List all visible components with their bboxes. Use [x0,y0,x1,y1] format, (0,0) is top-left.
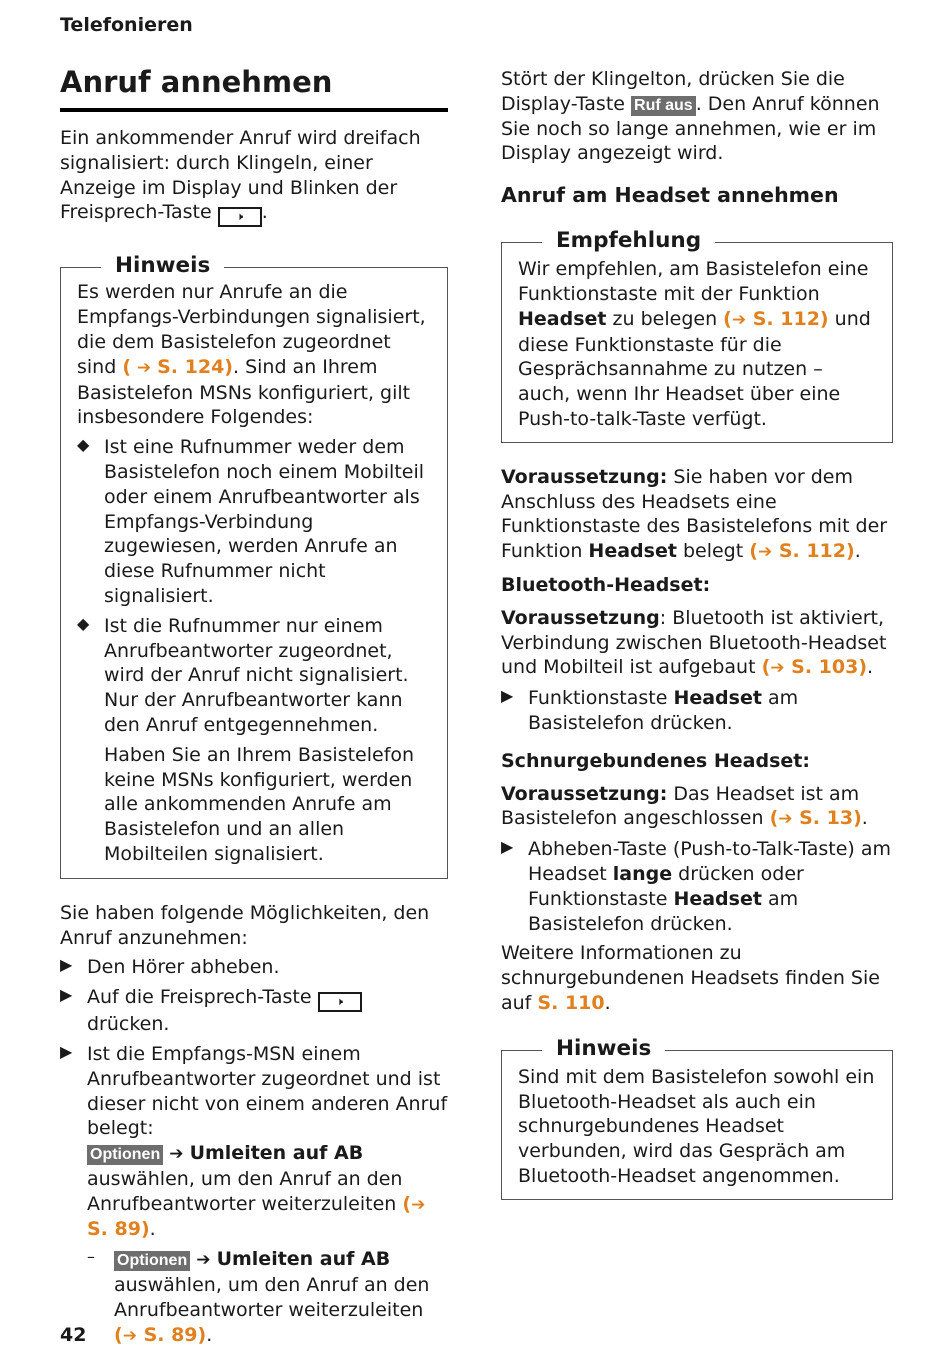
speaker-icon: 🕨 [218,207,262,227]
prerequisite-1: Voraussetzung: Sie haben vor dem Anschluss des Headsets eine Funktionstaste des Basistelefons mit der Funktion Headset belegt (➔ S. 112). [501,465,888,563]
page-reference[interactable]: (➔ S. 13) [769,807,862,830]
section-heading: Anruf am Headset annehmen [501,183,839,208]
sub-item: – Optionen ➔ Umleiten auf AB auswählen, um den Anruf an den Anrufbeantworter weiterzuleiten (➔ S. 89). [87,1247,430,1346]
left-column [60,64,448,1348]
list-item: ▶ Funktionstaste Headset am Basistelefon drücken. [501,686,799,734]
triangle-bullet-icon: ▶ [501,837,514,857]
triangle-bullet-icon: ▶ [501,686,514,706]
hinweis-box-2: Hinweis Sind mit dem Basistelefon sowohl ein Bluetooth-Headset als auch ein schnurgebundenes Headset verbunden, wird das Gespräch am Bluetooth-Headset angenommen. [501,1050,893,1200]
diamond-bullet-icon: ◆ [77,435,90,455]
right-column [501,67,893,1200]
triangle-bullet-icon: ▶ [60,985,73,1005]
page-reference[interactable]: (➔ S. 89) [87,1192,426,1241]
hinweis-text: Es werden nur Anrufe an die Empfangs-Verbindungen signalisiert, die dem Basistelefon zugeordnet sind ( ➔ S. 124). Sind an Ihrem Basistelefon MSNs konfiguriert, gilt insbesondere Folgendes: [77,281,426,429]
section-header: Telefonieren [60,14,193,36]
hinweis-box [60,253,448,878]
list-item: ▶ Abheben-Taste (Push-to-Talk-Taste) am Headset lange drücken oder Funktionstaste Headset am Basistelefon drücken. [501,837,892,935]
triangle-bullet-icon: ▶ [60,955,73,975]
optionen-display-key: Optionen [87,1145,163,1165]
ruf-aus-display-key: Ruf aus [631,96,696,116]
page-reference[interactable]: (➔ S. 112) [723,307,829,330]
hinweis-title: Hinweis [101,253,224,279]
page-title: Anruf annehmen [60,64,448,112]
intro-paragraph: Ein ankommender Anruf wird dreifach signalisiert: durch Klingeln, einer Anzeige im Display und Blinken der Freisprech-Taste 🕨 . [60,126,448,227]
list-item: ▶ Auf die Freisprech-Taste 🕨 drücken. [60,985,448,1037]
ringtone-paragraph: Stört der Klingelton, drücken Sie die Display-Taste Ruf aus . Den Anruf können Sie noch so lange annehmen, wie er im Display angezeigt wird. [501,68,880,165]
right-arrow-icon: ➔ [131,357,158,378]
page-reference[interactable]: (➔ S. 112) [749,540,855,563]
bluetooth-heading: Bluetooth-Headset: [501,573,711,596]
prerequisite-3: Voraussetzung: Das Headset ist am Basistelefon angeschlossen (➔ S. 13). [501,782,868,830]
diamond-bullet-icon: ◆ [77,613,90,633]
optionen-display-key: Optionen [114,1251,190,1271]
options-intro: Sie haben folgende Möglichkeiten, den Anruf anzunehmen: [60,901,430,949]
right-arrow-icon: ➔ [169,1144,184,1165]
hinweis-title: Hinweis [542,1036,665,1062]
empfehlung-box: Empfehlung Wir empfehlen, am Basistelefon eine Funktionstaste mit der Funktion Headset zu belegen (➔ S. 112) und diese Funktionstaste für die Gesprächsannahme zu nutzen – auch, wenn Ihr Headset über eine Push-to-talk-Taste verfügt. [501,242,893,443]
page-reference[interactable]: S. 110 [537,991,605,1014]
list-item: ▶ Ist die Empfangs-MSN einem Anrufbeantworter zugeordnet und ist dieser nicht von einem anderen Anruf belegt: Optionen ➔ Umleiten auf AB auswählen, um den Anruf an den Anrufbeantworter weiterzuleiten (➔ S. 89). – Optionen ➔ Umleiten auf AB auswählen, um den Anruf an den Anrufbeantworter weiterzuleiten (➔ S. 89). [60,1042,448,1349]
list-item: ◆ Ist die Rufnummer nur einem Anrufbeantworter zugeordnet, wird der Anruf nicht signalisiert. Nur der Anrufbeantworter kann den Anruf entgegennehmen. Haben Sie an Ihrem Basistelefon keine MSNs konfiguriert, werden alle ankommenden Anrufe am Basistelefon und an allen Mobilteilen signalisiert. [77,613,415,865]
list-item: ▶ Den Hörer abheben. [60,955,280,979]
list-item: ◆ Ist eine Rufnummer weder dem Basistelefon noch einem Mobilteil oder einem Anrufbeantworter als Empfangs-Verbindung zugewiesen, werden Anrufe an diese Rufnummer nicht signalisiert. [77,435,425,607]
page-number: 42 [60,1324,87,1346]
empfehlung-title: Empfehlung [542,228,715,254]
page-reference[interactable]: (➔ S. 103) [761,656,868,679]
prerequisite-2: Voraussetzung: Bluetooth ist aktiviert, Verbindung zwischen Bluetooth-Headset und Mobilteil ist aufgebaut (➔ S. 103). [501,606,887,679]
page-reference[interactable]: (➔ S. 89) [114,1323,207,1346]
speaker-icon: 🕨 [318,992,362,1012]
page-reference[interactable]: ( ➔ S. 124) [122,355,233,378]
corded-heading: Schnurgebundenes Headset: [501,749,810,772]
more-info: Weitere Informationen zu schnurgebundenen Headsets finden Sie auf S. 110. [501,942,880,1014]
triangle-bullet-icon: ▶ [60,1041,73,1061]
right-arrow-icon: ➔ [196,1250,211,1271]
